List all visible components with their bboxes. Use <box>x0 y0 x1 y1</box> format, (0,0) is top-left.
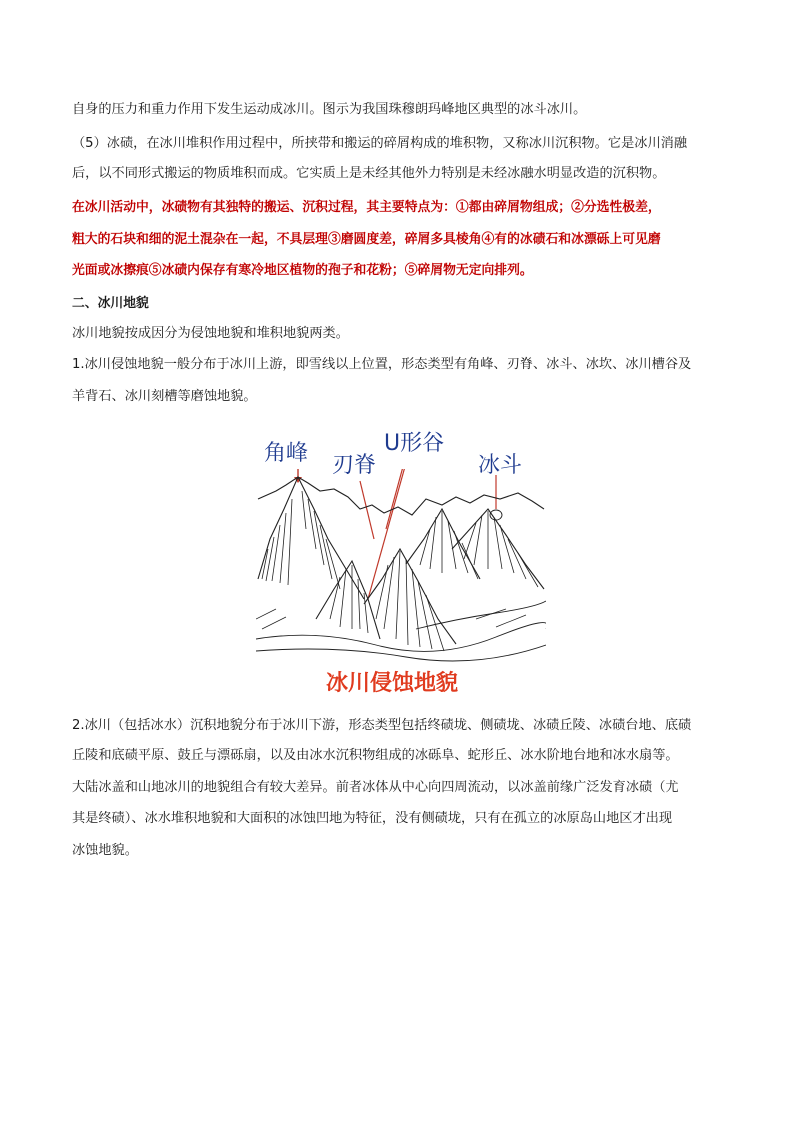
paragraph-deposition-line2: 丘陵和底碛平原、鼓丘与漂砾扇，以及由冰水沉积物组成的冰砾阜、蛇形丘、冰水阶地台地和冰水扇等。 <box>72 748 679 763</box>
emphasis-moraine-features-line3: 光面或冰擦痕⑤冰碛内保存有寒冷地区植物的孢子和花粉；⑤碎屑物无定向排列。 <box>72 263 533 278</box>
glacial-erosion-figure <box>256 424 546 699</box>
paragraph-landform-types: 冰川地貌按成因分为侵蚀地貌和堆积地貌两类。 <box>72 326 349 341</box>
emphasis-moraine-features-line1: 在冰川活动中，冰碛物有其独特的搬运、沉积过程，其主要特点为：①都由碎屑物组成；②分选性极差， <box>72 200 661 215</box>
emphasis-moraine-features-line2: 粗大的石块和细的泥土混杂在一起，不具层理③磨圆度差，碎屑多具棱角④有的冰碛石和冰漂砾上可见磨 <box>72 232 661 247</box>
paragraph-comparison-line3: 冰蚀地貌。 <box>72 843 138 858</box>
paragraph-comparison-line2: 其是终碛）、冰水堆积地貌和大面积的冰蚀凹地为特征，没有侧碛垅，只有在孤立的冰原岛山地区才出现 <box>72 811 673 826</box>
section-heading-glacial-landforms: 二、冰川地貌 <box>72 296 149 311</box>
label-cirque: 冰斗 <box>478 453 523 478</box>
paragraph-erosion-landforms-line1: 1.冰川侵蚀地貌一般分布于冰川上游，即雪线以上位置，形态类型有角峰、刃脊、冰斗、冰坎、冰川槽谷及 <box>72 357 692 372</box>
label-horn: 角峰 <box>264 441 309 466</box>
paragraph-moraine-line1: （5）冰碛，在冰川堆积作用过程中，所挟带和搬运的碎屑构成的堆积物，又称冰川沉积物。它是冰川消融 <box>72 136 688 151</box>
label-arete: 刃脊 <box>332 453 377 478</box>
paragraph-comparison-line1: 大陆冰盖和山地冰川的地貌组合有较大差异。前者冰体从中心向四周流动，以冰盖前缘广泛发育冰碛（尤 <box>72 780 679 795</box>
figure-caption: 冰川侵蚀地貌 <box>326 671 459 696</box>
paragraph-erosion-landforms-line2: 羊背石、冰川刻槽等磨蚀地貌。 <box>72 389 257 404</box>
label-u-valley: U形谷 <box>384 431 445 456</box>
paragraph-deposition-line1: 2.冰川（包括冰水）沉积地貌分布于冰川下游，形态类型包括终碛垅、侧碛垅、冰碛丘陵、冰碛台地、底碛 <box>72 718 692 733</box>
paragraph-moraine-line2: 后，以不同形式搬运的物质堆积而成。它实质上是未经其他外力特别是未经冰融水明显改造的沉积物。 <box>72 166 666 181</box>
paragraph-glacier-formation: 自身的压力和重力作用下发生运动成冰川。图示为我国珠穆朗玛峰地区典型的冰斗冰川。 <box>72 102 587 117</box>
mountain-sketch-illustration <box>256 469 546 664</box>
